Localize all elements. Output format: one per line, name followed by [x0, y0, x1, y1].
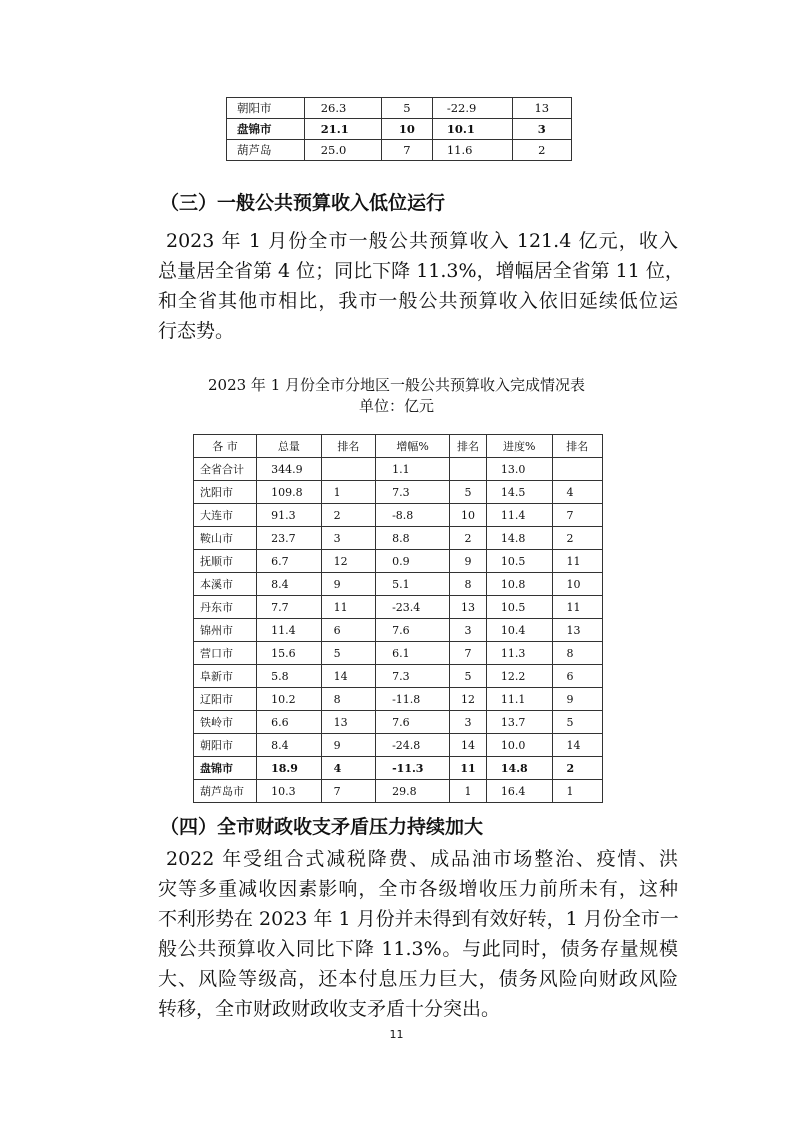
column-header: 排名: [321, 435, 376, 458]
table-cell: 7.7: [257, 596, 321, 619]
table-cell: 5.1: [376, 573, 450, 596]
paragraph-line: 灾等多重减收因素影响，全市各级增收压力前所未有，这种: [158, 878, 678, 900]
table-cell: 1: [552, 780, 602, 803]
table-cell: -23.4: [376, 596, 450, 619]
table-cell: [552, 458, 602, 481]
table-row: [227, 140, 572, 161]
table-cell: 11: [552, 550, 602, 573]
table-cell: 18.9: [257, 757, 321, 780]
table-cell: 6.1: [376, 642, 450, 665]
table-cell: 7: [381, 140, 432, 161]
table-cell: 14.8: [486, 527, 552, 550]
table-cell: 10.5: [486, 550, 552, 573]
table-row: [194, 665, 603, 688]
table-cell: 8.8: [376, 527, 450, 550]
table-cell: 辽阳市: [194, 688, 257, 711]
table-cell: 15.6: [257, 642, 321, 665]
table-cell: -24.8: [376, 734, 450, 757]
table-cell: 10.8: [486, 573, 552, 596]
table-cell: 阜新市: [194, 665, 257, 688]
table-cell: 16.4: [486, 780, 552, 803]
table-cell: 12.2: [486, 665, 552, 688]
table-cell: -22.9: [432, 98, 512, 119]
table-cell: 5: [552, 711, 602, 734]
column-header: 排名: [450, 435, 487, 458]
table-cell: 14.8: [486, 757, 552, 780]
table-cell: 丹东市: [194, 596, 257, 619]
table-cell: 8.4: [257, 573, 321, 596]
paragraph-line: 般公共预算收入同比下降 11.3%。与此同时，债务存量规模: [158, 938, 678, 960]
page-number: 11: [389, 1028, 404, 1041]
table-cell: 7: [450, 642, 487, 665]
table-cell: 1: [450, 780, 487, 803]
table-cell: 26.3: [304, 98, 381, 119]
revenue-table: [193, 434, 603, 803]
table-cell: 5.8: [257, 665, 321, 688]
table-cell: 10.1: [432, 119, 512, 140]
table-cell: [450, 458, 487, 481]
table-cell: 10.4: [486, 619, 552, 642]
table-cell: 10: [552, 573, 602, 596]
table-title: 2023 年 1 月份全市分地区一般公共预算收入完成情况表: [207, 376, 586, 394]
table-cell: 11: [552, 596, 602, 619]
table-cell: 8.4: [257, 734, 321, 757]
table-cell: 3: [512, 119, 571, 140]
table-cell: 9: [321, 734, 376, 757]
top-continuation-table: [226, 97, 572, 161]
table-cell: 91.3: [257, 504, 321, 527]
table-cell: 25.0: [304, 140, 381, 161]
table-cell: 8: [321, 688, 376, 711]
table-cell: 23.7: [257, 527, 321, 550]
section-heading: （三）一般公共预算收入低位运行: [160, 192, 446, 214]
table-cell: 抚顺市: [194, 550, 257, 573]
table-cell: 344.9: [257, 458, 321, 481]
table-cell: -11.3: [376, 757, 450, 780]
table-cell: 6: [552, 665, 602, 688]
table-cell: 锦州市: [194, 619, 257, 642]
table-row: [194, 711, 603, 734]
table-cell: 10.0: [486, 734, 552, 757]
section-heading: （四）全市财政收支矛盾压力持续加大: [160, 816, 484, 838]
table-cell: 2: [450, 527, 487, 550]
table-row: [227, 119, 572, 140]
table-cell: 5: [450, 481, 487, 504]
table-header-row: [194, 435, 603, 458]
table-cell: 10.2: [257, 688, 321, 711]
table-cell: 13.7: [486, 711, 552, 734]
table-cell: 6.7: [257, 550, 321, 573]
table-cell: 11: [450, 757, 487, 780]
table-cell: 9: [321, 573, 376, 596]
table-cell: 14: [321, 665, 376, 688]
table-row: [194, 481, 603, 504]
table-cell: 10.5: [486, 596, 552, 619]
section-paragraph: [158, 844, 678, 1024]
table-cell: 9: [450, 550, 487, 573]
table-row: [227, 98, 572, 119]
column-header: 排名: [552, 435, 602, 458]
table-cell: 5: [381, 98, 432, 119]
table-cell: 12: [450, 688, 487, 711]
table-cell: 13: [450, 596, 487, 619]
paragraph-line: 2023 年 1 月份全市一般公共预算收入 121.4 亿元，收入: [166, 230, 678, 252]
table-cell: 7.3: [376, 481, 450, 504]
table-cell: 2: [321, 504, 376, 527]
table-cell: 全省合计: [194, 458, 257, 481]
table-cell: 大连市: [194, 504, 257, 527]
table-cell: 3: [450, 711, 487, 734]
paragraph-line: 行态势。: [158, 320, 235, 342]
table-cell: 13.0: [486, 458, 552, 481]
table-cell: 7.6: [376, 619, 450, 642]
table-row: [194, 780, 603, 803]
table-cell: 7: [321, 780, 376, 803]
table-row: [194, 527, 603, 550]
table-cell: 12: [321, 550, 376, 573]
table-cell: 朝阳市: [194, 734, 257, 757]
table-row: [194, 688, 603, 711]
table-cell: 朝阳市: [227, 98, 305, 119]
table-cell: 7: [552, 504, 602, 527]
table-cell: 10.3: [257, 780, 321, 803]
column-header: 总量: [257, 435, 321, 458]
table-row: [194, 757, 603, 780]
table-cell: 10: [450, 504, 487, 527]
table-cell: 13: [552, 619, 602, 642]
table-row: [194, 550, 603, 573]
paragraph-line: 和全省其他市相比，我市一般公共预算收入依旧延续低位运: [158, 290, 678, 312]
paragraph-line: 总量居全省第 4 位；同比下降 11.3%，增幅居全省第 11 位，: [158, 260, 684, 282]
table-cell: 1.1: [376, 458, 450, 481]
table-cell: 11.4: [257, 619, 321, 642]
paragraph-line: 2022 年受组合式减税降费、成品油市场整治、疫情、洪: [166, 848, 678, 870]
table-cell: 7.3: [376, 665, 450, 688]
table-cell: 29.8: [376, 780, 450, 803]
table-cell: 13: [321, 711, 376, 734]
table-cell: 109.8: [257, 481, 321, 504]
column-header: 进度%: [486, 435, 552, 458]
column-header: 增幅%: [376, 435, 450, 458]
table-cell: 盘锦市: [227, 119, 305, 140]
table-row: [194, 734, 603, 757]
table-cell: 6: [321, 619, 376, 642]
table-cell: 9: [552, 688, 602, 711]
table-cell: 3: [321, 527, 376, 550]
table-cell: 14: [552, 734, 602, 757]
table-row: [194, 642, 603, 665]
table-row: [194, 619, 603, 642]
table-cell: 14.5: [486, 481, 552, 504]
table-cell: 1: [321, 481, 376, 504]
table-cell: 11: [321, 596, 376, 619]
table-cell: 铁岭市: [194, 711, 257, 734]
table-cell: 8: [450, 573, 487, 596]
table-cell: -8.8: [376, 504, 450, 527]
table-cell: 8: [552, 642, 602, 665]
column-header: 各 市: [194, 435, 257, 458]
table-row: [194, 573, 603, 596]
table-row: [194, 504, 603, 527]
table-cell: 沈阳市: [194, 481, 257, 504]
table-cell: 2: [512, 140, 571, 161]
table-cell: 盘锦市: [194, 757, 257, 780]
table-cell: 2: [552, 757, 602, 780]
table-cell: 11.4: [486, 504, 552, 527]
table-cell: 2: [552, 527, 602, 550]
table-cell: 11.3: [486, 642, 552, 665]
table-cell: 13: [512, 98, 571, 119]
paragraph-line: 大、风险等级高，还本付息压力巨大，债务风险向财政风险: [158, 968, 678, 990]
table-cell: 11.6: [432, 140, 512, 161]
table-cell: 0.9: [376, 550, 450, 573]
table-cell: 5: [321, 642, 376, 665]
table-cell: [321, 458, 376, 481]
table-cell: 21.1: [304, 119, 381, 140]
table-cell: 6.6: [257, 711, 321, 734]
paragraph-line: 不利形势在 2023 年 1 月份并未得到有效好转，1 月份全市一: [158, 908, 679, 930]
table-cell: 葫芦岛: [227, 140, 305, 161]
table-cell: 10: [381, 119, 432, 140]
table-cell: 4: [321, 757, 376, 780]
table-cell: 葫芦岛市: [194, 780, 257, 803]
table-cell: 3: [450, 619, 487, 642]
table-cell: 5: [450, 665, 487, 688]
table-cell: 本溪市: [194, 573, 257, 596]
paragraph-line: 转移，全市财政财政收支矛盾十分突出。: [158, 998, 501, 1020]
table-row: [194, 596, 603, 619]
table-row: [194, 458, 603, 481]
table-unit: 单位：亿元: [358, 397, 434, 415]
table-cell: 7.6: [376, 711, 450, 734]
table-cell: -11.8: [376, 688, 450, 711]
table-cell: 鞍山市: [194, 527, 257, 550]
section-paragraph: [158, 226, 684, 346]
table-cell: 营口市: [194, 642, 257, 665]
table-cell: 14: [450, 734, 487, 757]
table-cell: 4: [552, 481, 602, 504]
table-cell: 11.1: [486, 688, 552, 711]
